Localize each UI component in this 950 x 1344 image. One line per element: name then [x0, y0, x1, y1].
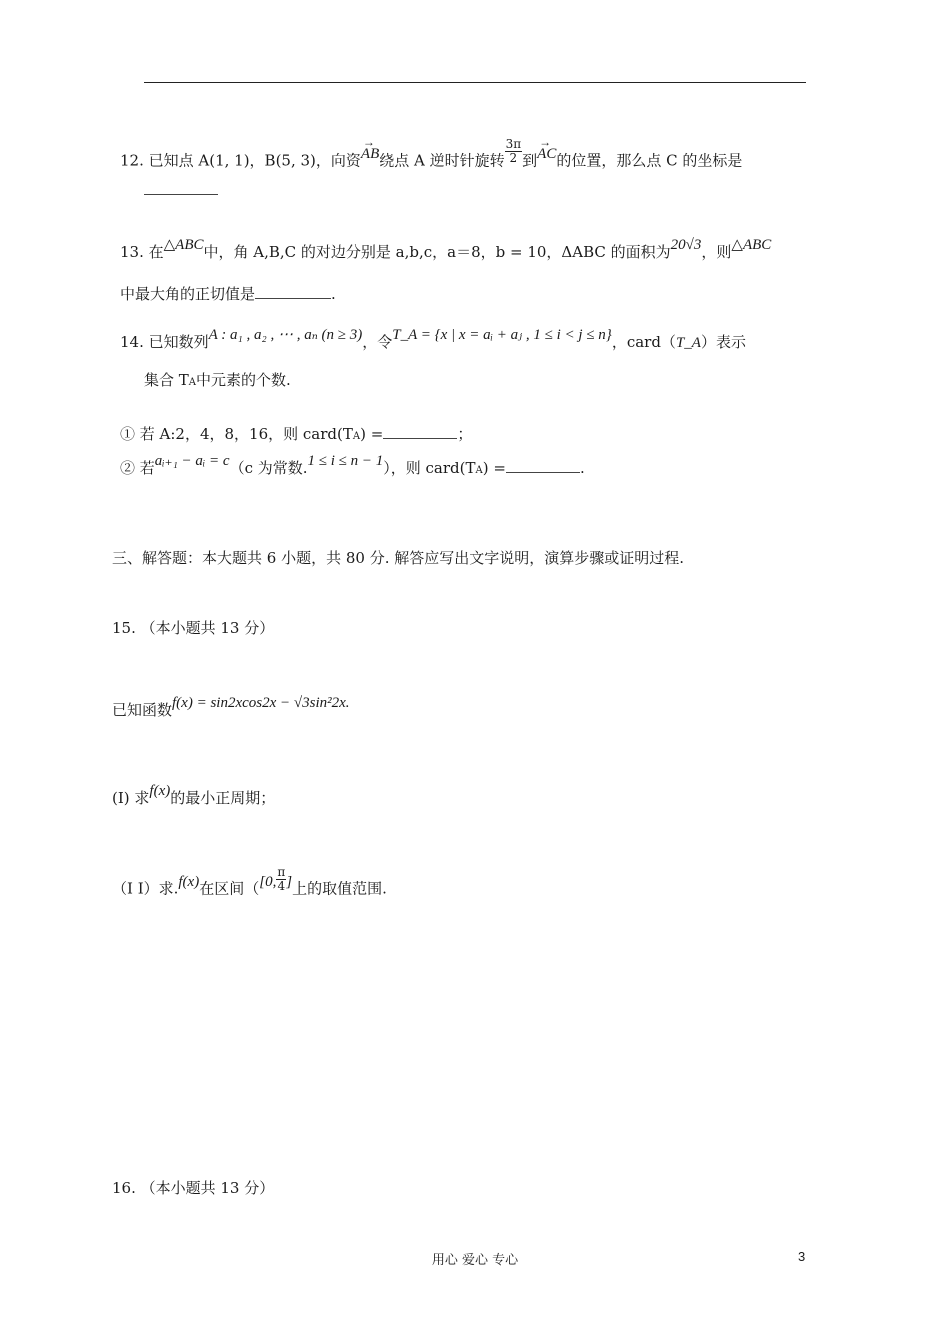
item2-formula: aᵢ₊₁ − aᵢ = c — [154, 453, 230, 469]
q12-to: 到 — [522, 151, 538, 170]
part2-text-b: 在区间（ — [199, 879, 260, 898]
function-definition: f(x) = sin2xcos2x − √3sin²2x. — [172, 695, 350, 711]
item2-range: 1 ≤ i ≤ n − 1 — [307, 453, 384, 469]
item2-end: . — [579, 459, 585, 477]
area-value: 20√3 — [670, 237, 702, 253]
triangle-abc-2: △ABC — [731, 237, 772, 253]
q14-item-1 — [120, 424, 472, 447]
part2-text-c: 上的取值范围. — [292, 879, 387, 898]
question-16-heading: 16. （本小题共 13 分） — [112, 1179, 275, 1197]
q14-item-2 — [120, 453, 585, 481]
angle-denominator: 2 — [509, 151, 518, 165]
q12-text-mid: 绕点 A 逆时针旋转 — [379, 151, 505, 170]
item2-text-b: （c 为常数. — [229, 459, 308, 477]
q14-card-end: ）表示 — [700, 333, 746, 351]
interval-numerator: π — [277, 865, 286, 879]
triangle-abc: △ABC — [163, 237, 204, 253]
item1-answer-blank — [383, 424, 457, 439]
part2-f: f(x) — [178, 873, 200, 890]
interval-fraction — [276, 866, 286, 893]
q14-text: 14. 已知数列 — [120, 333, 209, 351]
q12-answer-blank — [144, 180, 218, 200]
q15-function — [112, 695, 350, 721]
q14-ling: ，令 — [362, 333, 393, 351]
question-15-heading: 15. （本小题共 13 分） — [112, 619, 275, 637]
part1-f: f(x) — [149, 783, 171, 799]
angle-numerator: 3π — [505, 137, 522, 151]
interval-left: [0, — [259, 873, 277, 890]
part2-text: （I I）求. — [112, 879, 179, 898]
q14-card: ，card（ — [611, 333, 676, 351]
q14-line2 — [144, 370, 291, 393]
item2-answer-blank — [506, 458, 580, 473]
q14-line2-a: 集合 T — [144, 371, 189, 389]
q15-part-2 — [112, 865, 387, 903]
q14-line2-b: 中元素的个数. — [196, 371, 291, 389]
q13-text-mid: 中，角 A,B,C 的对边分别是 a,b,c，a＝8，b = 10，ΔABC 的面积为 — [203, 243, 671, 261]
item1-end: ； — [457, 425, 473, 443]
q13-line2 — [120, 284, 336, 304]
vector-ab: → AB — [361, 144, 379, 164]
item1-sub: A — [352, 431, 361, 442]
angle-fraction — [505, 138, 523, 165]
item1-text: ① 若 A:2，4，8，16，则 card(T — [120, 425, 353, 443]
part1-text-b: 的最小正周期； — [170, 789, 276, 807]
set-ta-definition: T_A = {x | x = aᵢ + aⱼ , 1 ≤ i < j ≤ n} — [392, 327, 612, 343]
q14-line2-sub: A — [188, 377, 197, 388]
q13-then: ，则 — [701, 243, 732, 261]
item2-text-c: ），则 card(T — [383, 459, 476, 477]
sequence-a: A : a₁ , a₂ , ⋯ , aₙ (n ≥ 3) — [208, 327, 363, 343]
vector-ac: → AC — [537, 144, 556, 164]
question-14 — [120, 327, 746, 353]
q13-line2-end: . — [331, 285, 336, 303]
interval-right: ] — [286, 873, 293, 890]
item2-text: ② 若 — [120, 459, 155, 477]
question-13 — [120, 237, 772, 263]
section-3-heading: 三、解答题：本大题共 6 小题，共 80 分. 解答应写出文字说明，演算步骤或证明过程. — [112, 549, 685, 567]
header-rule — [144, 82, 806, 83]
q15-intro: 已知函数 — [112, 701, 173, 719]
interval-denominator: 4 — [277, 879, 286, 893]
q15-part-1 — [112, 783, 276, 809]
q13-text: 13. 在 — [120, 243, 164, 261]
item2-sub: A — [475, 465, 483, 476]
item2-text-d: ) = — [482, 459, 506, 477]
q13-answer-blank — [255, 284, 331, 299]
q12-suffix: 的位置，那么点 C 的坐标是 — [556, 151, 743, 170]
q14-card-arg: T_A — [675, 335, 701, 351]
q13-line2-text: 中最大角的正切值是 — [120, 285, 256, 303]
page-number: 3 — [798, 1249, 806, 1264]
part1-text: (I) 求 — [112, 789, 150, 807]
item1-text-b: ) = — [360, 425, 384, 443]
q12-text: 12. 已知点 A(1, 1)，B(5, 3)，向资 — [120, 151, 361, 170]
footer-motto: 用心 爱心 专心 — [431, 1253, 519, 1268]
